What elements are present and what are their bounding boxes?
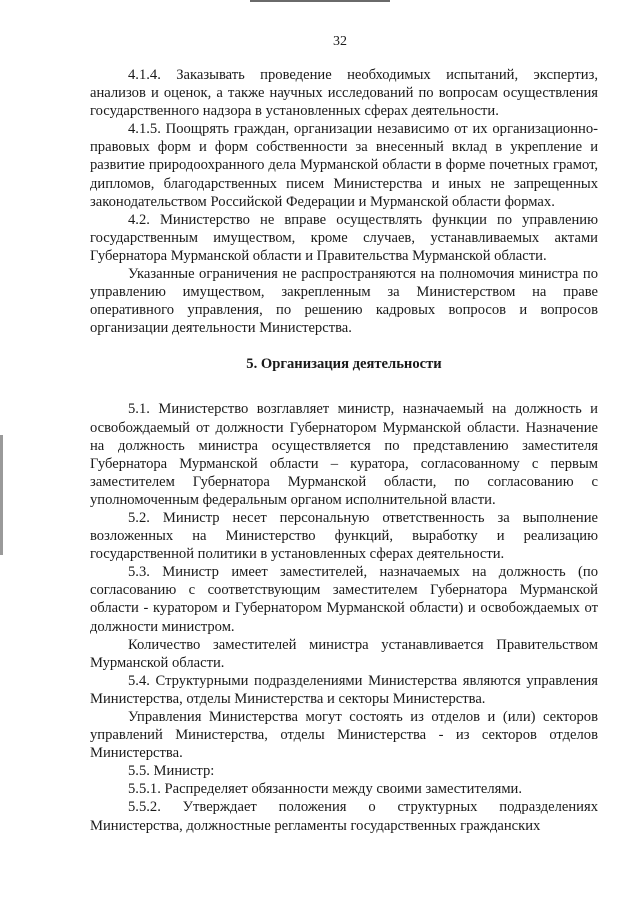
page-number: 32 — [333, 34, 347, 49]
section-heading: 5. Организация деятельности — [246, 356, 442, 373]
paragraph-5-5-2: 5.5.2. Утверждает положения о структурных подразделениях Министерства, должностные регламенты государственных гражданских — [90, 799, 598, 834]
document-body — [90, 66, 598, 835]
paragraph-5-1: 5.1. Министерство возглавляет министр, назначаемый на должность и освобождаемый от должности Губернатором Мурманской области. Назначение на должность министра осуществляется по представлению заместителя Губернатора Мурманской области – куратора, согласованному с первым заместителем Губернатора Мурманской области, по согласованию с уполномоченным федеральным органом исполнительной власти. — [90, 401, 598, 508]
paragraph-5-5: 5.5. Министр: — [128, 763, 215, 780]
paragraph-5-3: 5.3. Министр имеет заместителей, назначаемых на должность (по согласованию с соответствующим заместителем Губернатора Мурманской области - куратором и Губернатором Мурманской области) и освобождаемых от должности министром. — [90, 564, 598, 635]
paragraph-5-3-note: Количество заместителей министра устанавливается Правительством Мурманской области. — [90, 636, 598, 671]
paragraph-4-1-4: 4.1.4. Заказывать проведение необходимых испытаний, экспертиз, анализов и оценок, а также научных исследований по вопросам осуществления государственного надзора в установленных сферах деятельности. — [90, 67, 598, 120]
paragraph-4-2-note: Указанные ограничения не распространяются на полномочия министра по управлению имуществом, закрепленным за Министерством на праве оперативного управления, по решению кадровых вопросов и вопросов организации деятельности Министерства. — [90, 266, 598, 337]
scan-edge-mark — [250, 0, 390, 2]
paragraph-5-5-1: 5.5.1. Распределяет обязанности между своими заместителями. — [128, 781, 523, 798]
scan-margin-mark — [0, 435, 3, 555]
paragraph-5-2: 5.2. Министр несет персональную ответственность за выполнение возложенных на Министерство функций, выработку и реализацию государственной политики в установленных сферах деятельности. — [90, 509, 598, 563]
paragraph-5-4-note: Управления Министерства могут состоять из отделов и (или) секторов управлений Министерства, отделы Министерства - из секторов отделов Министерства. — [90, 709, 598, 762]
paragraph-4-2: 4.2. Министерство не вправе осуществлять функции по управлению государственным имуществом, кроме случаев, устанавливаемых актами Губернатора Мурманской области и Правительства Мурманской области. — [90, 211, 598, 264]
paragraph-4-1-5: 4.1.5. Поощрять граждан, организации независимо от их организационно-правовых форм и форм собственности за внесенный вклад в укрепление и развитие природоохранного дела Мурманской области в форме почетных грамот, дипломов, благодарственных писем Министерства и иных не запрещенных законодательством Российской Федерации и Мурманской области формах. — [90, 121, 598, 210]
paragraph-5-4: 5.4. Структурными подразделениями Министерства являются управления Министерства, отделы Министерства и секторы Министерства. — [90, 672, 598, 707]
